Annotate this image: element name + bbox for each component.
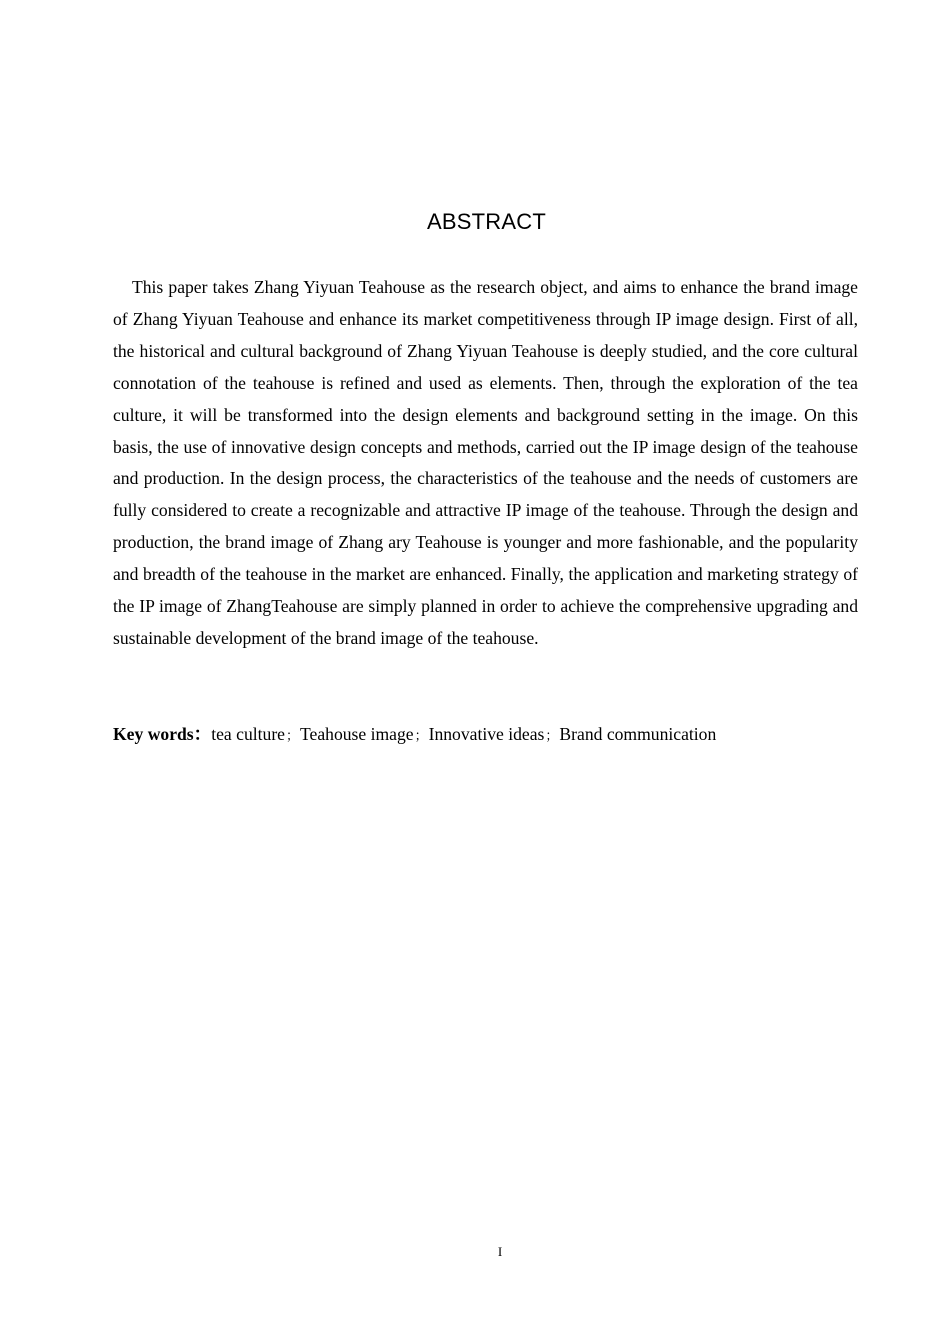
keyword-item: Innovative ideas: [428, 724, 545, 744]
keywords-label: Key words：: [113, 724, 212, 744]
keyword-separator: ；: [286, 728, 300, 743]
page-number: I: [497, 1244, 503, 1259]
abstract-title: ABSTRACT: [427, 209, 546, 234]
keyword-item: Teahouse image: [300, 724, 414, 744]
abstract-paragraph: This paper takes Zhang Yiyuan Teahouse as the research object, and aims to enhance the brand image of Zhang Yiyuan Teahouse and enhance its market competitiveness through IP image design. First of all, the historical and cultural background of Zhang Yiyuan Teahouse is deeply studied, and the core cultural connotation of the teahouse is refined and used as elements. Then, through the exploration of the tea culture, it will be transformed into the design elements and background setting in the image. On this basis, the use of innovative design concepts and methods, carried out the IP image design of the teahouse and production. In the design process, the characteristics of the teahouse and the needs of customers are fully considered to create a recognizable and attractive IP image of the teahouse. Through the design and production, the brand image of Zhang ary Teahouse is younger and more fashionable, and the popularity and breadth of the teahouse in the market are enhanced. Finally, the application and marketing strategy of the IP image of ZhangTeahouse are simply planned in order to achieve the comprehensive upgrading and sustainable development of the brand image of the teahouse.: [113, 277, 858, 648]
keyword-item: Brand communication: [559, 724, 717, 744]
keyword-separator: ；: [414, 728, 428, 743]
keyword-item: tea culture: [211, 724, 285, 744]
keywords-line: [113, 719, 858, 752]
keyword-separator: ；: [545, 728, 559, 743]
